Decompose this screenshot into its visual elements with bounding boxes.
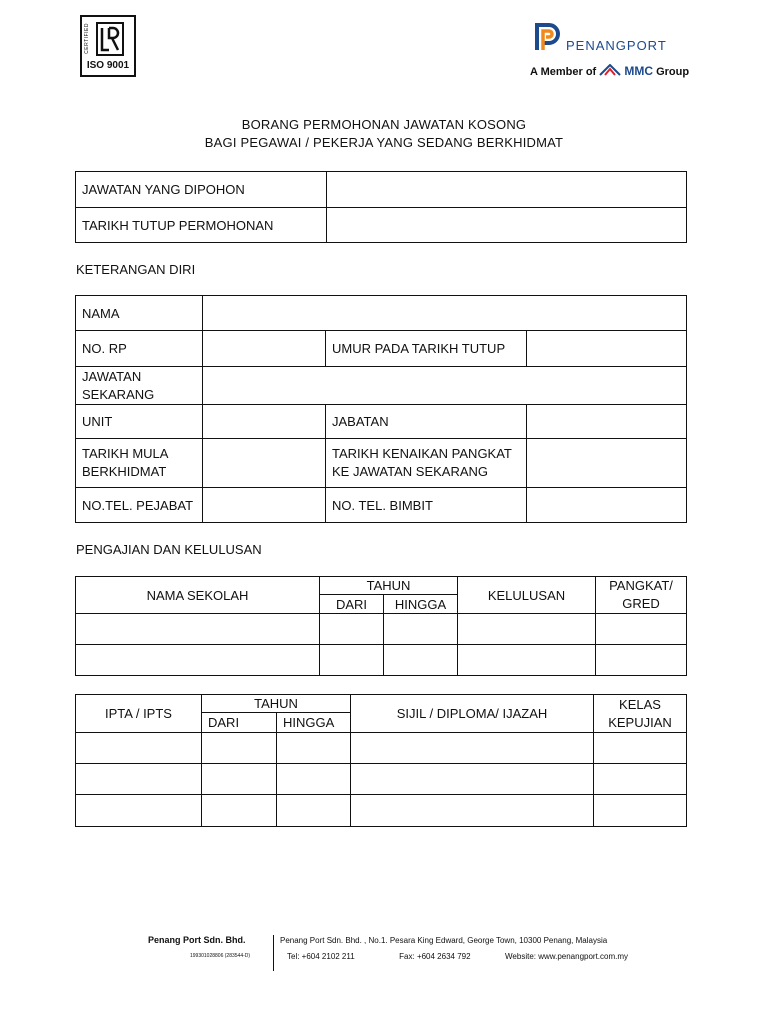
footer-divider [273, 935, 274, 971]
table-row [76, 439, 687, 488]
honours-cell[interactable] [594, 795, 687, 827]
higher-year-header: TAHUN [202, 695, 351, 713]
higher-education-table [75, 694, 687, 827]
education-heading: PENGAJIAN DAN KELULUSAN [76, 542, 262, 557]
table-row [76, 405, 687, 439]
age-field[interactable] [527, 331, 687, 367]
promotion-date-label: TARIKH KENAIKAN PANGKAT KE JAWATAN SEKARANG [326, 439, 527, 488]
rp-number-label: NO. RP [76, 331, 203, 367]
table-row [76, 733, 687, 764]
higher-year-from-cell[interactable] [202, 733, 277, 764]
start-date-label: TARIKH MULA BERKHIDMAT [76, 439, 203, 488]
certified-label: CERTIFIED [84, 23, 90, 54]
certificate-cell[interactable] [351, 795, 594, 827]
table-row [76, 614, 687, 645]
table-row [76, 645, 687, 676]
year-to-cell[interactable] [384, 645, 458, 676]
position-applied-field[interactable] [327, 172, 687, 208]
promotion-date-field[interactable] [527, 439, 687, 488]
grade-cell[interactable] [596, 645, 687, 676]
application-table [75, 171, 687, 243]
mobile-label: NO. TEL. BIMBIT [326, 488, 527, 523]
qualification-header: KELULUSAN [458, 577, 596, 614]
higher-year-from-cell[interactable] [202, 764, 277, 795]
higher-year-to-header: HINGGA [277, 713, 351, 733]
mmc-group-icon [599, 64, 621, 76]
year-from-header: DARI [320, 595, 384, 614]
certificate-header: SIJIL / DIPLOMA/ IJAZAH [351, 695, 594, 733]
closing-date-label: TARIKH TUTUP PERMOHONAN [76, 208, 327, 243]
department-field[interactable] [527, 405, 687, 439]
footer-tel: Tel: +604 2102 211 [287, 952, 355, 961]
footer-address: Penang Port Sdn. Bhd. , No.1. Pesara King Edward, George Town, 10300 Penang, Malaysia [280, 936, 608, 945]
penangport-logo [530, 22, 704, 82]
office-tel-label: NO.TEL. PEJABAT [76, 488, 203, 523]
form-title-line2: BAGI PEGAWAI / PEKERJA YANG SEDANG BERKHIDMAT [204, 135, 564, 150]
rp-number-field[interactable] [203, 331, 326, 367]
year-from-cell[interactable] [320, 645, 384, 676]
iso-label: ISO 9001 [86, 60, 130, 71]
footer-company: Penang Port Sdn. Bhd. [148, 935, 246, 945]
office-tel-field[interactable] [203, 488, 326, 523]
school-name-cell[interactable] [76, 614, 320, 645]
higher-year-to-cell[interactable] [277, 764, 351, 795]
personal-info-heading: KETERANGAN DIRI [76, 262, 196, 277]
year-to-cell[interactable] [384, 614, 458, 645]
higher-year-to-cell[interactable] [277, 795, 351, 827]
member-prefix: A Member of [530, 66, 597, 78]
table-row [76, 296, 687, 331]
lr-logo-icon [98, 24, 122, 54]
school-name-header: NAMA SEKOLAH [76, 577, 320, 614]
footer-fax: Fax: +604 2634 792 [399, 952, 471, 961]
table-row [76, 488, 687, 523]
year-to-header: HINGGA [384, 595, 458, 614]
footer-contact [287, 952, 628, 961]
institution-header: IPTA / IPTS [76, 695, 202, 733]
name-field[interactable] [203, 296, 687, 331]
institution-cell[interactable] [76, 764, 202, 795]
unit-field[interactable] [203, 405, 326, 439]
lr-mark [96, 22, 124, 56]
mobile-field[interactable] [527, 488, 687, 523]
higher-year-from-cell[interactable] [202, 795, 277, 827]
department-label: JABATAN [326, 405, 527, 439]
position-applied-label: JAWATAN YANG DIPOHON [76, 172, 327, 208]
table-row [76, 764, 687, 795]
year-header: TAHUN [320, 577, 458, 595]
qualification-cell[interactable] [458, 614, 596, 645]
table-row [76, 208, 687, 243]
higher-year-from-header: DARI [202, 713, 277, 733]
honours-cell[interactable] [594, 733, 687, 764]
member-of-line [530, 64, 689, 78]
personal-info-table [75, 295, 687, 523]
name-label: NAMA [76, 296, 203, 331]
iso-certification-badge [80, 15, 136, 77]
start-date-field[interactable] [203, 439, 326, 488]
grade-cell[interactable] [596, 614, 687, 645]
honours-cell[interactable] [594, 764, 687, 795]
year-from-cell[interactable] [320, 614, 384, 645]
footer-registration: 199301028806 (283544-D) [190, 953, 251, 959]
institution-cell[interactable] [76, 795, 202, 827]
form-title-line1: BORANG PERMOHONAN JAWATAN KOSONG [241, 117, 527, 132]
penangport-p-icon [534, 22, 564, 52]
group-label: Group [656, 66, 690, 78]
closing-date-field[interactable] [327, 208, 687, 243]
school-table [75, 576, 687, 676]
current-position-field[interactable] [203, 367, 687, 405]
table-row [76, 795, 687, 827]
age-label: UMUR PADA TARIKH TUTUP [326, 331, 527, 367]
qualification-cell[interactable] [458, 645, 596, 676]
institution-cell[interactable] [76, 733, 202, 764]
brand-name: PENANGPORT [566, 38, 667, 53]
table-row [76, 577, 687, 595]
school-name-cell[interactable] [76, 645, 320, 676]
certificate-cell[interactable] [351, 764, 594, 795]
table-row [76, 367, 687, 405]
honours-header: KELAS KEPUJIAN [594, 695, 687, 733]
current-position-label: JAWATAN SEKARANG [76, 367, 203, 405]
grade-header: PANGKAT/ GRED [596, 577, 687, 614]
table-row [76, 172, 687, 208]
higher-year-to-cell[interactable] [277, 733, 351, 764]
table-row [76, 331, 687, 367]
certificate-cell[interactable] [351, 733, 594, 764]
footer-website[interactable]: Website: www.penangport.com.my [505, 952, 629, 961]
table-row [76, 695, 687, 713]
unit-label: UNIT [76, 405, 203, 439]
mmc-label: MMC [624, 64, 654, 78]
